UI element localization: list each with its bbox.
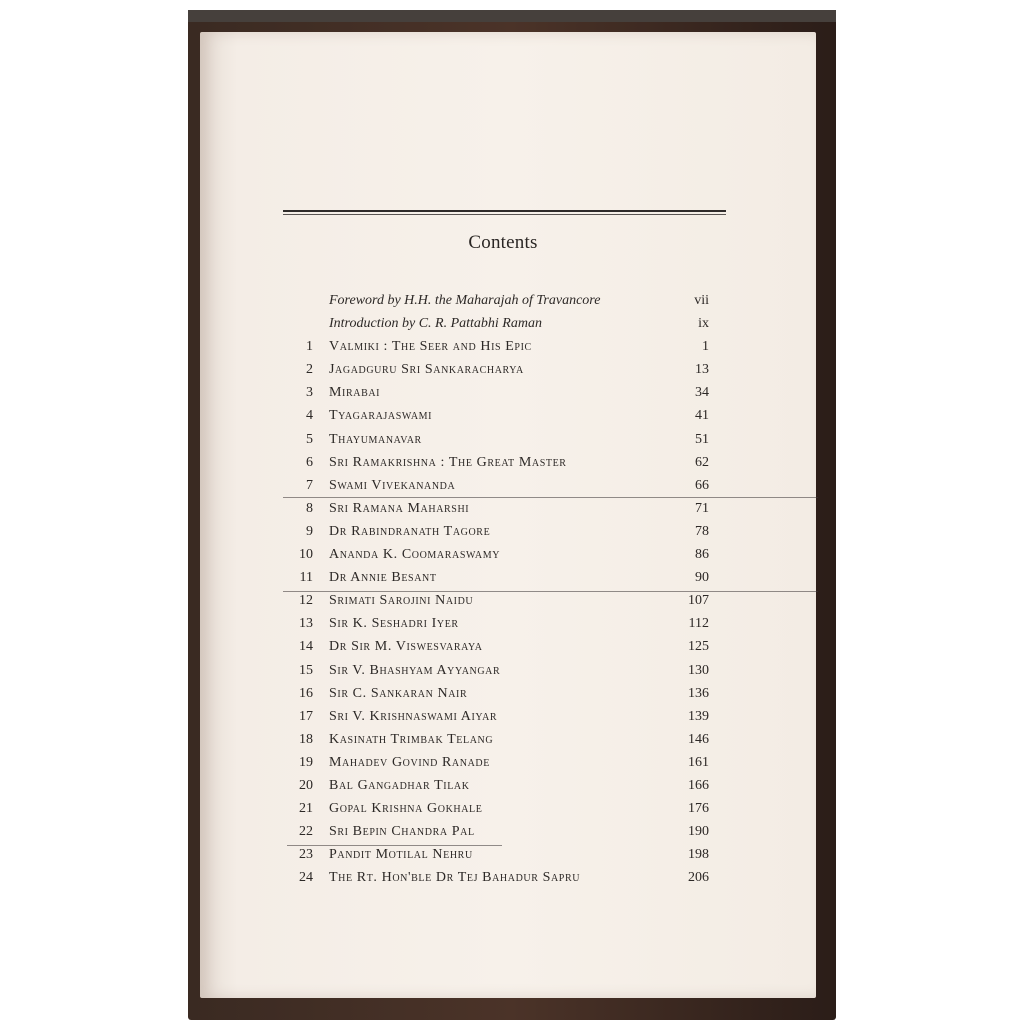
chapter-entry — [283, 382, 723, 405]
chapter-page: 112 — [688, 616, 709, 632]
chapter-page: 1 — [702, 339, 709, 355]
chapter-entry — [283, 521, 723, 544]
chapter-title: Sri Bepin Chandra Pal — [329, 824, 475, 840]
chapter-page: 62 — [695, 454, 709, 470]
chapter-number: 11 — [299, 570, 313, 586]
scan-scratch-line — [283, 591, 818, 592]
chapter-entry — [283, 359, 723, 382]
chapter-page: 130 — [688, 662, 709, 678]
chapter-title: Mirabai — [329, 385, 381, 401]
chapter-number: 20 — [299, 777, 313, 793]
chapter-title: Sir V. Bhashyam Ayyangar — [329, 662, 501, 678]
chapter-page: 166 — [688, 777, 709, 793]
chapter-title: Gopal Krishna Gokhale — [329, 801, 483, 817]
chapter-number: 10 — [299, 547, 313, 563]
chapter-number: 21 — [299, 801, 313, 817]
chapter-number: 23 — [299, 847, 313, 863]
header-rule-thin — [283, 214, 726, 215]
chapter-entry — [283, 544, 723, 567]
chapter-number: 7 — [306, 477, 313, 493]
chapter-title: Dr Rabindranath Tagore — [329, 523, 491, 539]
chapter-number: 5 — [306, 431, 313, 447]
entry-label: Introduction by C. R. Pattabhi Raman — [329, 316, 542, 332]
chapter-page: 51 — [695, 431, 709, 447]
chapter-entry — [283, 729, 723, 752]
chapter-title: Swami Vivekananda — [329, 477, 456, 493]
chapter-number: 14 — [299, 639, 313, 655]
chapter-entry — [283, 336, 723, 359]
chapter-page: 86 — [695, 547, 709, 563]
chapter-page: 78 — [695, 523, 709, 539]
chapter-number: 16 — [299, 685, 313, 701]
chapter-title: Valmiki : The Seer and His Epic — [329, 339, 532, 355]
chapter-number: 15 — [299, 662, 313, 678]
chapter-entry — [283, 567, 723, 590]
chapter-page: 206 — [688, 870, 709, 886]
chapter-title: Sri V. Krishnaswami Aiyar — [329, 708, 498, 724]
chapter-number: 1 — [306, 339, 313, 355]
chapter-entry — [283, 405, 723, 428]
scan-scratch-line — [287, 845, 502, 846]
chapter-entry — [283, 798, 723, 821]
chapter-number: 4 — [306, 408, 313, 424]
chapter-page: 146 — [688, 731, 709, 747]
chapter-page: 13 — [695, 362, 709, 378]
page-title: Contents — [468, 232, 538, 253]
chapter-entry — [283, 429, 723, 452]
chapter-number: 2 — [306, 362, 313, 378]
chapter-entry — [283, 660, 723, 683]
chapter-page: 198 — [688, 847, 709, 863]
entry-page: ix — [698, 316, 709, 332]
chapter-title: Sir K. Seshadri Iyer — [329, 616, 459, 632]
chapter-title: Ananda K. Coomaraswamy — [329, 547, 501, 563]
chapter-entry — [283, 706, 723, 729]
chapter-entry — [283, 867, 723, 890]
chapter-entry — [283, 752, 723, 775]
chapter-number: 22 — [299, 824, 313, 840]
chapter-entry — [283, 683, 723, 706]
chapter-title: Dr Annie Besant — [329, 570, 437, 586]
chapter-number: 6 — [306, 454, 313, 470]
chapter-number: 8 — [306, 500, 313, 516]
chapter-title: The Rt. Hon'ble Dr Tej Bahadur Sapru — [329, 870, 581, 886]
chapter-page: 66 — [695, 477, 709, 493]
entry-page: vii — [694, 293, 709, 308]
chapter-number: 24 — [299, 870, 313, 886]
front-matter-introduction — [283, 313, 723, 336]
chapter-title: Sri Ramana Maharshi — [329, 500, 470, 516]
chapter-title: Pandit Motilal Nehru — [329, 847, 473, 863]
chapter-title: Jagadguru Sri Sankaracharya — [329, 362, 524, 378]
chapter-page: 125 — [688, 639, 709, 655]
chapter-title: Dr Sir M. Viswesvaraya — [329, 639, 483, 655]
chapter-page: 34 — [695, 385, 709, 401]
book-top-edge — [188, 10, 836, 22]
chapter-entry — [283, 844, 723, 867]
chapter-page: 107 — [688, 593, 709, 609]
chapter-page: 176 — [688, 801, 709, 817]
chapter-entry — [283, 452, 723, 475]
chapter-title: Sri Ramakrishna : The Great Master — [329, 454, 567, 470]
chapter-page: 90 — [695, 570, 709, 586]
chapter-page: 190 — [688, 824, 709, 840]
scan-scratch-line — [283, 497, 818, 498]
chapter-page: 136 — [688, 685, 709, 701]
chapter-entry — [283, 613, 723, 636]
chapter-title: Thayumanavar — [329, 431, 422, 447]
chapter-number: 3 — [306, 385, 313, 401]
chapter-number: 13 — [299, 616, 313, 632]
chapter-number: 19 — [299, 754, 313, 770]
header-rule — [283, 210, 726, 212]
chapter-title: Mahadev Govind Ranade — [329, 754, 490, 770]
front-matter-foreword — [283, 290, 723, 313]
chapter-entry — [283, 590, 723, 613]
entry-label: Foreword by H.H. the Maharajah of Travancore — [329, 293, 601, 308]
chapter-title: Tyagarajaswami — [329, 408, 433, 424]
chapter-title: Sir C. Sankaran Nair — [329, 685, 468, 701]
chapter-entry — [283, 475, 723, 498]
chapter-entry — [283, 775, 723, 798]
chapter-page: 71 — [695, 500, 709, 516]
chapter-page: 41 — [695, 408, 709, 424]
chapter-title: Srimati Sarojini Naidu — [329, 593, 474, 609]
chapter-page: 139 — [688, 708, 709, 724]
chapter-number: 9 — [306, 523, 313, 539]
chapter-number: 17 — [299, 708, 313, 724]
chapter-number: 12 — [299, 593, 313, 609]
chapter-page: 161 — [688, 754, 709, 770]
chapter-entry — [283, 498, 723, 521]
chapter-entry — [283, 821, 723, 844]
chapter-title: Bal Gangadhar Tilak — [329, 777, 470, 793]
chapter-number: 18 — [299, 731, 313, 747]
chapter-entry — [283, 636, 723, 659]
chapter-title: Kasinath Trimbak Telang — [329, 731, 494, 747]
